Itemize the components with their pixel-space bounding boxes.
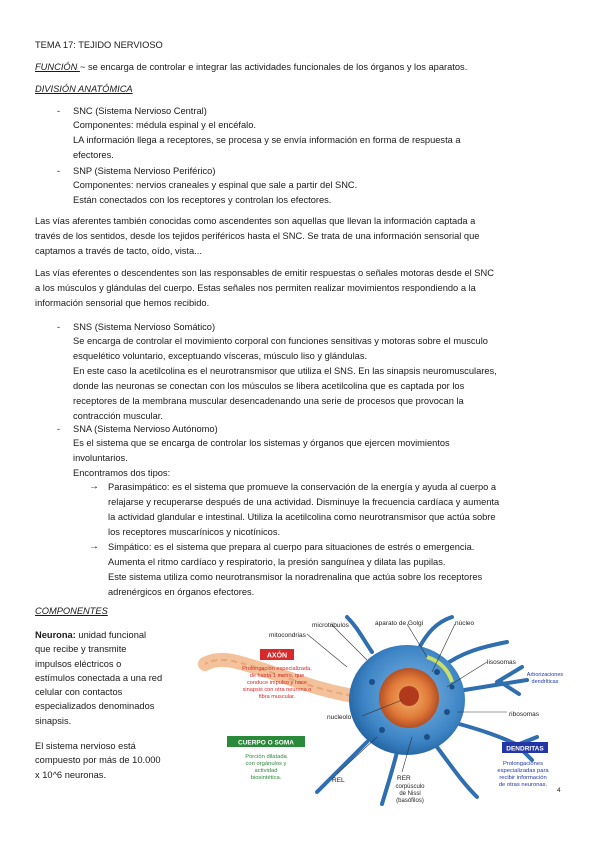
snp-body bbox=[73, 178, 357, 208]
dendritas-desc-line: Prolongaciones bbox=[503, 761, 543, 767]
axon-desc-line: conduce impulso y hace bbox=[246, 680, 308, 686]
para-line: relajarse y recuperarse después de una actividad. Disminuye la frecuencia cardíaca y aumenta bbox=[108, 497, 500, 507]
neurona-line: impulsos eléctricos o bbox=[35, 658, 122, 669]
page-title: TEMA 17: TEJIDO NERVIOSO bbox=[35, 40, 163, 50]
sna-title: SNA (Sistema Nervioso Autónomo) bbox=[73, 424, 218, 434]
sna-line: Es el sistema que se encarga de controlar los sistemas y órganos que ejercen movimientos bbox=[73, 438, 450, 448]
label-mitocondrias: mitocondrias bbox=[269, 632, 306, 639]
label-lisosomas: lisosomas bbox=[487, 659, 516, 666]
neurona-line: que recibe y transmite bbox=[35, 644, 127, 655]
dendritas-description bbox=[497, 761, 549, 788]
axon-desc-line: sinapsis con otra neurona o bbox=[242, 687, 312, 693]
simp-line: adrenérgicos en órganos efectores. bbox=[108, 587, 255, 597]
snc-line: LA información llega a receptores, se procesa y se envía información en forma de respuesta a bbox=[73, 135, 461, 145]
simp-line: Simpático: es el sistema que prepara al cuerpo para situaciones de estrés o emergencia. bbox=[108, 542, 475, 552]
simp-line: Aumenta el ritmo cardíaco y respiratorio, la presión sanguínea y dilata las pupilas. bbox=[108, 557, 446, 567]
compuesto-line: El sistema nervioso está bbox=[35, 741, 136, 751]
paragraph-line: captamos a través de tacto, oído, vista... bbox=[35, 246, 202, 256]
sns-line: esquelético voluntario, exceptuando vísceras, músculo liso y glándulas. bbox=[73, 351, 368, 361]
label-nucleolo: nucleolo bbox=[327, 714, 352, 721]
para-line: Parasimpático: es el sistema que promueve la conservación de la energía y ayuda al cuerpo a bbox=[108, 482, 497, 492]
sns-body bbox=[73, 334, 497, 424]
nissl-line: (basófilos) bbox=[396, 798, 424, 804]
bullet-dash: - bbox=[57, 106, 61, 116]
compuesto-paragraph bbox=[35, 739, 161, 782]
parasimpatico-paragraph bbox=[108, 480, 499, 540]
paragraph-line: Las vías aferentes también conocidas como ascendentes son aquellas que llevan la información captada a bbox=[35, 216, 476, 226]
cuerpo-desc-line: actividad bbox=[254, 768, 278, 774]
arrow-right-icon: → bbox=[89, 481, 99, 492]
cuerpo-desc-line: Porción dilatada bbox=[245, 754, 287, 760]
axon-desc-line: de hasta 1 metro, que bbox=[249, 673, 305, 679]
dendritas-desc-line: recibir información bbox=[499, 775, 547, 781]
cuerpo-desc-line: biosintética. bbox=[250, 775, 282, 781]
cuerpo-description bbox=[245, 754, 287, 781]
neurona-paragraph bbox=[35, 628, 162, 728]
neurona-term: Neurona: bbox=[35, 630, 76, 640]
sns-line: receptores de la membrana muscular desencadenando una serie de procesos que provocan la bbox=[73, 396, 464, 406]
nissl-line: de Nissl bbox=[399, 791, 421, 797]
snc-title: SNC (Sistema Nervioso Central) bbox=[73, 106, 207, 116]
neurona-line: sinapsis. bbox=[35, 715, 72, 726]
nissl-line: corpúsculo bbox=[395, 784, 425, 790]
compuesto-line: compuesto por más de 10.000 bbox=[35, 755, 161, 766]
sns-title: SNS (Sistema Nervioso Somático) bbox=[73, 322, 216, 332]
label-microtubulos: microtúbulos bbox=[312, 622, 349, 629]
dendritas-title: DENDRITAS bbox=[506, 745, 544, 753]
label-nissl bbox=[395, 784, 425, 804]
simp-line: Este sistema utiliza como neurotransmisor la noradrenalina que actúa sobre los receptores bbox=[108, 572, 483, 582]
bullet-dash: - bbox=[57, 424, 61, 434]
division-heading: DIVISIÓN ANATÓMICA bbox=[35, 84, 133, 94]
neurona-line: unidad funcional bbox=[75, 630, 147, 640]
axon-title: AXÓN bbox=[266, 652, 288, 660]
cuerpo-title: CUERPO O SOMA bbox=[238, 739, 294, 747]
paragraph-line: información sensorial que hemos recibido. bbox=[35, 298, 210, 308]
arrow-right-icon: → bbox=[89, 541, 99, 552]
paragraph-line: a los músculos y glándulas del cuerpo. Estas señales nos permiten realizar movimientos respondiendo a la bbox=[35, 283, 476, 293]
paragraph-line: través de los sentidos, desde los tejidos periféricos hasta el SNC. Se trata de una información sensorial que bbox=[35, 231, 480, 241]
label-nucleo: núcleo bbox=[455, 620, 475, 627]
label-rer: RER bbox=[397, 775, 411, 782]
label-golgi: aparato de Golgi bbox=[375, 620, 424, 627]
sns-line: Se encarga de controlar el movimiento corporal con funciones sensitivas y motoras sobre el musculo bbox=[73, 336, 488, 346]
funcion-label: FUNCIÓN bbox=[35, 62, 80, 72]
figure-page-number: 4 bbox=[557, 787, 561, 794]
componentes-heading: COMPONENTES bbox=[35, 606, 108, 616]
paragraph-line: Las vías eferentes o descendentes son las responsables de emitir respuestas o señales motoras desde el SNC bbox=[35, 268, 494, 278]
axon-desc-line: Prolongación especializada, bbox=[242, 666, 312, 672]
sna-body bbox=[73, 436, 450, 481]
snp-line: Componentes: nervios craneales y espinal que sale a partir del SNC. bbox=[73, 180, 358, 190]
dendritas-desc-line: especializadas para bbox=[497, 768, 549, 774]
sns-line: contracción muscular. bbox=[73, 411, 163, 421]
funcion-line bbox=[35, 60, 467, 74]
neurona-line: especializados denominados bbox=[35, 701, 155, 712]
axon-desc-line: fibra muscular. bbox=[258, 694, 296, 700]
bullet-dash: - bbox=[57, 322, 61, 332]
axon-description bbox=[242, 666, 312, 700]
funcion-text: ~ se encarga de controlar e integrar las actividades funcionales de los órganos y los aparatos. bbox=[79, 62, 468, 72]
sna-line: Encontramos dos tipos: bbox=[73, 468, 171, 478]
snp-title: SNP (Sistema Nervioso Periférico) bbox=[73, 166, 216, 176]
para-line: los receptores muscarínicos y nicotínicos. bbox=[108, 527, 281, 537]
label-rel: REL bbox=[332, 777, 345, 784]
aferentes-paragraph bbox=[35, 214, 479, 259]
sns-line: donde las neuronas se conectan con los músculos se libera acetilcolina que es captada por los bbox=[73, 381, 465, 391]
bullet-dash: - bbox=[57, 166, 61, 176]
eferentes-paragraph bbox=[35, 266, 494, 311]
sna-line: involuntarios. bbox=[73, 453, 128, 463]
snc-body bbox=[73, 118, 461, 163]
nucleolus-shape bbox=[399, 686, 419, 706]
snc-line: efectores. bbox=[73, 150, 114, 160]
label-ribosomas: ribosomas bbox=[509, 711, 539, 718]
sns-line: En este caso la acetilcolina es el neurotransmisor que utiliza el SNS. En las sinapsis neuromusculares, bbox=[73, 366, 497, 376]
para-line: la actividad glandular e intestinal. Utiliza la acetilcolina como neurotransmisor que actúa sobre bbox=[108, 512, 496, 522]
snc-line: Componentes: médula espinal y el encéfalo. bbox=[73, 120, 256, 130]
label-arborizaciones: Arborizaciones bbox=[526, 672, 564, 678]
snp-line: Están conectados con los receptores y controlan los efectores. bbox=[73, 195, 332, 205]
neurona-line: estímulos conectada a una red bbox=[35, 672, 163, 683]
cuerpo-desc-line: con orgánulos y bbox=[245, 761, 287, 767]
dendritas-desc-line: de otras neuronas. bbox=[498, 782, 548, 788]
neuron-diagram bbox=[197, 612, 581, 812]
simpatico-paragraph bbox=[108, 540, 482, 600]
compuesto-line: x 10^6 neuronas. bbox=[35, 769, 107, 780]
neurona-line: celular con contactos bbox=[35, 687, 123, 698]
label-arborizaciones-2: dendríticas bbox=[531, 679, 559, 685]
